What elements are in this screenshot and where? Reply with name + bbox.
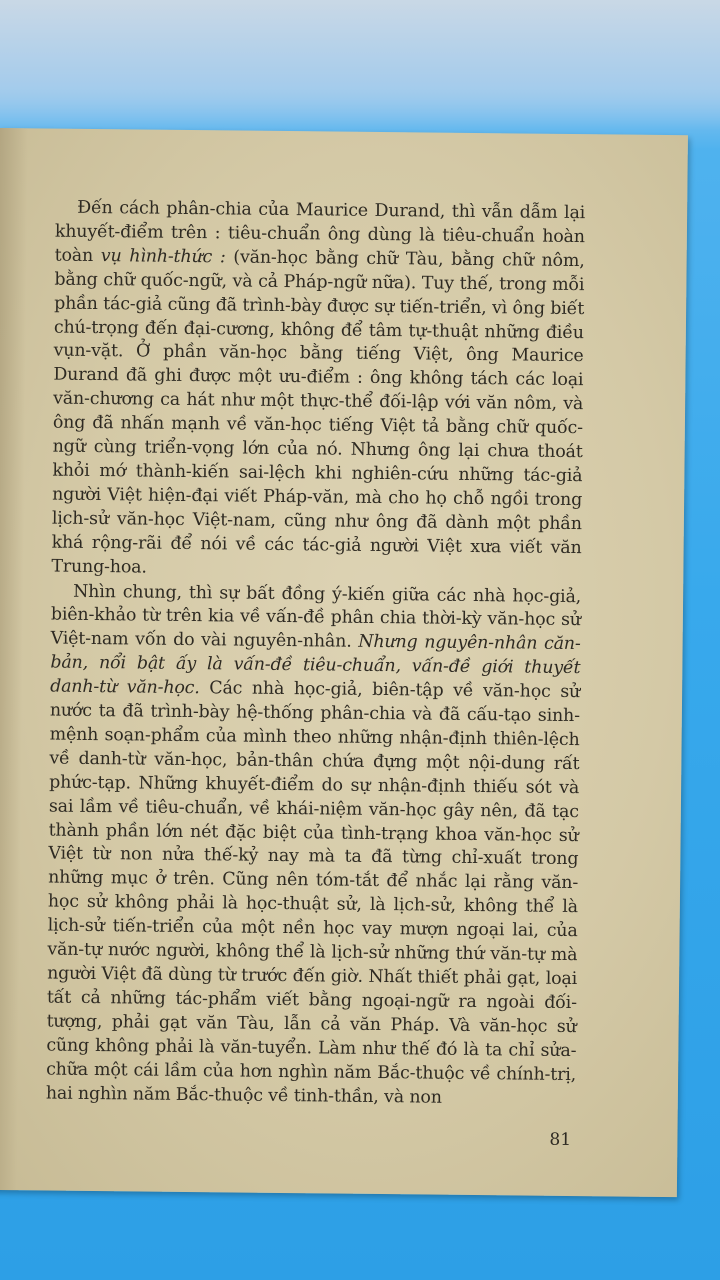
paragraph-1-italic-run: vụ hình-thức :	[100, 245, 226, 268]
page-number: 81	[549, 1129, 572, 1151]
paragraph-1	[51, 197, 585, 585]
body-text	[46, 197, 585, 1112]
paragraph-2	[46, 580, 581, 1111]
paragraph-2-run-3: Các nhà học-giả, biên-tập về văn-học sử nước ta đã trình-bày hệ-thống phân-chia và đã cấu-tạo sinh-mệnh soạn-phẩm của mình theo những nhận-định thiên-lệch về danh-từ văn-học, bản-thân chứa đựng một nội-dung rất phức-tạp. Những khuyết-điểm do sự nhận-định thiếu sót và sai lầm về tiêu-chuẩn, về khái-niệm văn-học gây nên, đã tạc thành phần lớn nét đặc biệt của tình-trạng khoa văn-học sử Việt từ non nửa thế-kỷ nay mà ta đã từng chỉ-xuất trong những mục ở trên. Cũng nên tóm-tắt để nhắc lại rằng văn-học sử không phải là học-thuật sử, là lịch-sử, không thể là lịch-sử tiến-triển của một nền học vay mượn ngoại lai, của văn-tự nước người, không thể là lịch-sử những thứ văn-tự mà người Việt đã dùng từ trước đến giờ. Nhất thiết phải gạt, loại tất cả những tác-phẩm viết bằng ngoại-ngữ ra ngoài đối-tượng, phải gạt văn Tàu, lẫn cả văn Pháp. Và văn-học sử cũng không phải là văn-tuyển. Làm như thế đó là ta chỉ sửa-chữa một cái lầm của hơn nghìn năm Bắc-thuộc về chính-trị, hai nghìn năm Bắc-thuộc về tinh-thần, và non	[45, 678, 581, 1108]
paragraph-1-run-1: Đến cách phân-chia của Maurice Durand, thì vẫn dẫm lại khuyết-điểm trên : tiêu-chuẩn ông dùng là tiêu-chuẩn hoàn toàn	[54, 197, 586, 266]
background-surface	[0, 0, 720, 130]
paragraph-2-italic-run: Nhưng nguyên-nhân căn-bản, nổi bật ấy là vấn-đề tiêu-chuẩn, vấn-đề giới thuyết danh-từ văn-học.	[50, 632, 581, 699]
paragraph-1-run-3: (văn-học bằng chữ Tàu, bằng chữ nôm, bằng chữ quốc-ngữ, và cả Pháp-ngữ nữa). Tuy thế, trong mỗi phần tác-giả cũng đã trình-bày được sự tiến-triển, vì ông biết chú-trọng đến đại-cương, không để tâm tự-thuật những điều vụn-vặt. Ở phần văn-học bằng tiếng Việt, ông Maurice Durand đã ghi được một ưu-điểm : ông không tách các loại văn-chương ca hát như một thực-thể đối-lập với văn nôm, và ông đã nhấn mạnh về văn-học tiếng Việt tả bằng chữ quốc-ngữ cùng triển-vọng lớn của nó. Nhưng ông lại chưa thoát khỏi mớ thành-kiến sai-lệch khi nghiên-cứu những tác-giả người Việt hiện-đại viết Pháp-văn, mà cho họ chỗ ngồi trong lịch-sử văn-học Việt-nam, cũng như ông đã dành một phần khá rộng-rãi để nói về các tác-giả người Việt xưa viết văn Trung-hoa.	[51, 247, 585, 578]
paragraph-2-run-1: Nhìn chung, thì sự bất đồng ý-kiến giữa các nhà học-giả, biên-khảo từ trên kia về vấn-đề phân chia thời-kỳ văn-học sử Việt-nam vốn do vài nguyên-nhân.	[50, 581, 582, 653]
book-page	[0, 128, 688, 1197]
